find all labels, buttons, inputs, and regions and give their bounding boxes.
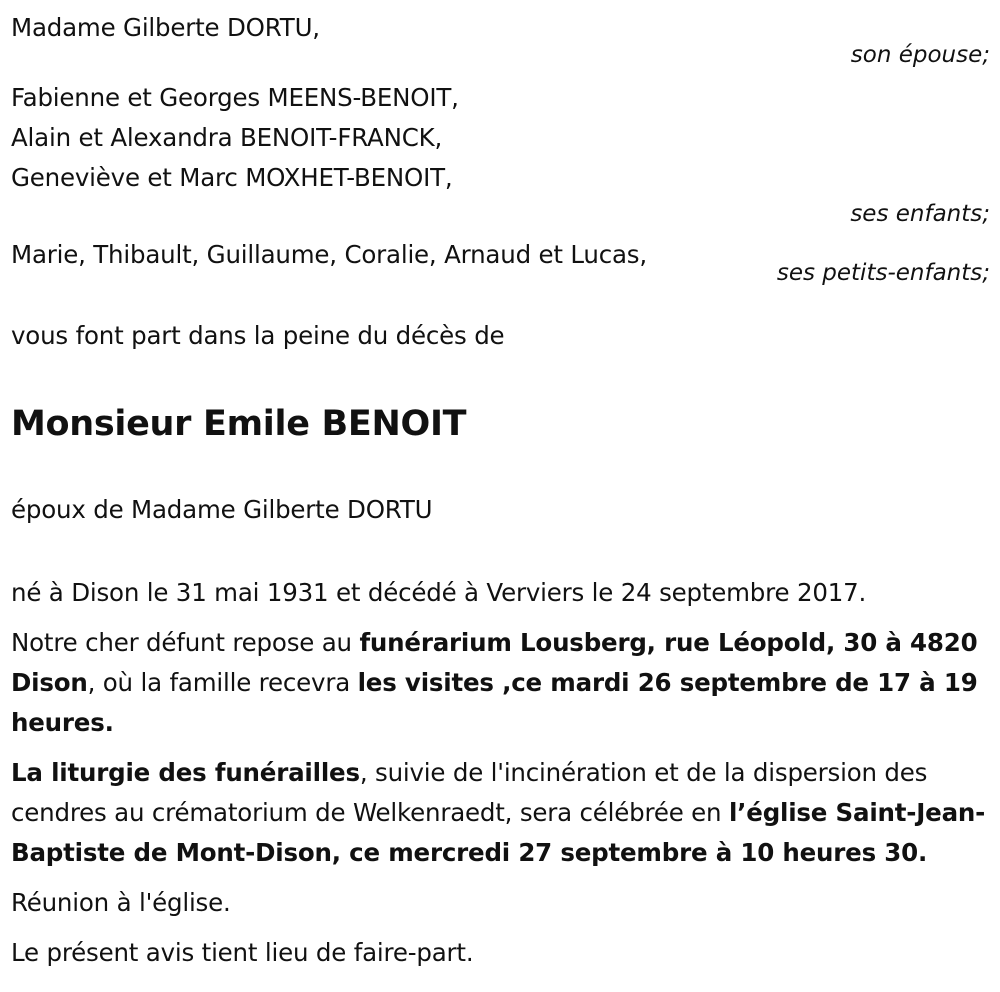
spouse-of-line: époux de Madame Gilberte DORTU <box>11 495 433 524</box>
funeral-liturgy: La liturgie des funérailles <box>11 758 360 787</box>
spouse-name: Madame Gilberte DORTU, <box>11 13 320 42</box>
child-line: Alain et Alexandra BENOIT-FRANCK, <box>11 123 443 152</box>
child-line: Fabienne et Georges MEENS-BENOIT, <box>11 83 459 112</box>
spouse-role: son épouse; <box>850 42 990 68</box>
rest-text-1: Notre cher défunt repose au <box>11 628 360 657</box>
children-role: ses enfants; <box>850 201 990 227</box>
rest-location: funérarium Lousberg, rue Léopold, 30 à 4820 Dison <box>11 628 978 697</box>
obituary-notice <box>11 8 990 973</box>
meeting-line: Réunion à l'église. <box>11 888 231 917</box>
notice-line: Le présent avis tient lieu de faire-part. <box>11 938 474 967</box>
grandchildren-names: Marie, Thibault, Guillaume, Coralie, Arnaud et Lucas, <box>11 240 647 269</box>
funeral-church: l’église Saint-Jean-Baptiste de Mont-Dison, ce mercredi 27 septembre à 10 heures 30. <box>11 798 986 867</box>
deceased-name: Monsieur Emile BENOIT <box>11 404 467 444</box>
rest-paragraph <box>11 623 990 743</box>
birth-death-line: né à Dison le 31 mai 1931 et décédé à Verviers le 24 septembre 2017. <box>11 578 867 607</box>
rest-text-2: , où la famille recevra <box>87 668 358 697</box>
rest-visits: les visites ,ce mardi 26 septembre de 17 à 19 heures. <box>11 668 978 737</box>
grandchildren-role: ses petits-enfants; <box>776 260 990 286</box>
child-line: Geneviève et Marc MOXHET-BENOIT, <box>11 163 453 192</box>
funeral-paragraph <box>11 753 990 873</box>
announcement-intro: vous font part dans la peine du décès de <box>11 321 505 350</box>
funeral-text: , suivie de l'incinération et de la dispersion des cendres au crématorium de Welkenraedt, sera célébrée en <box>11 758 928 827</box>
